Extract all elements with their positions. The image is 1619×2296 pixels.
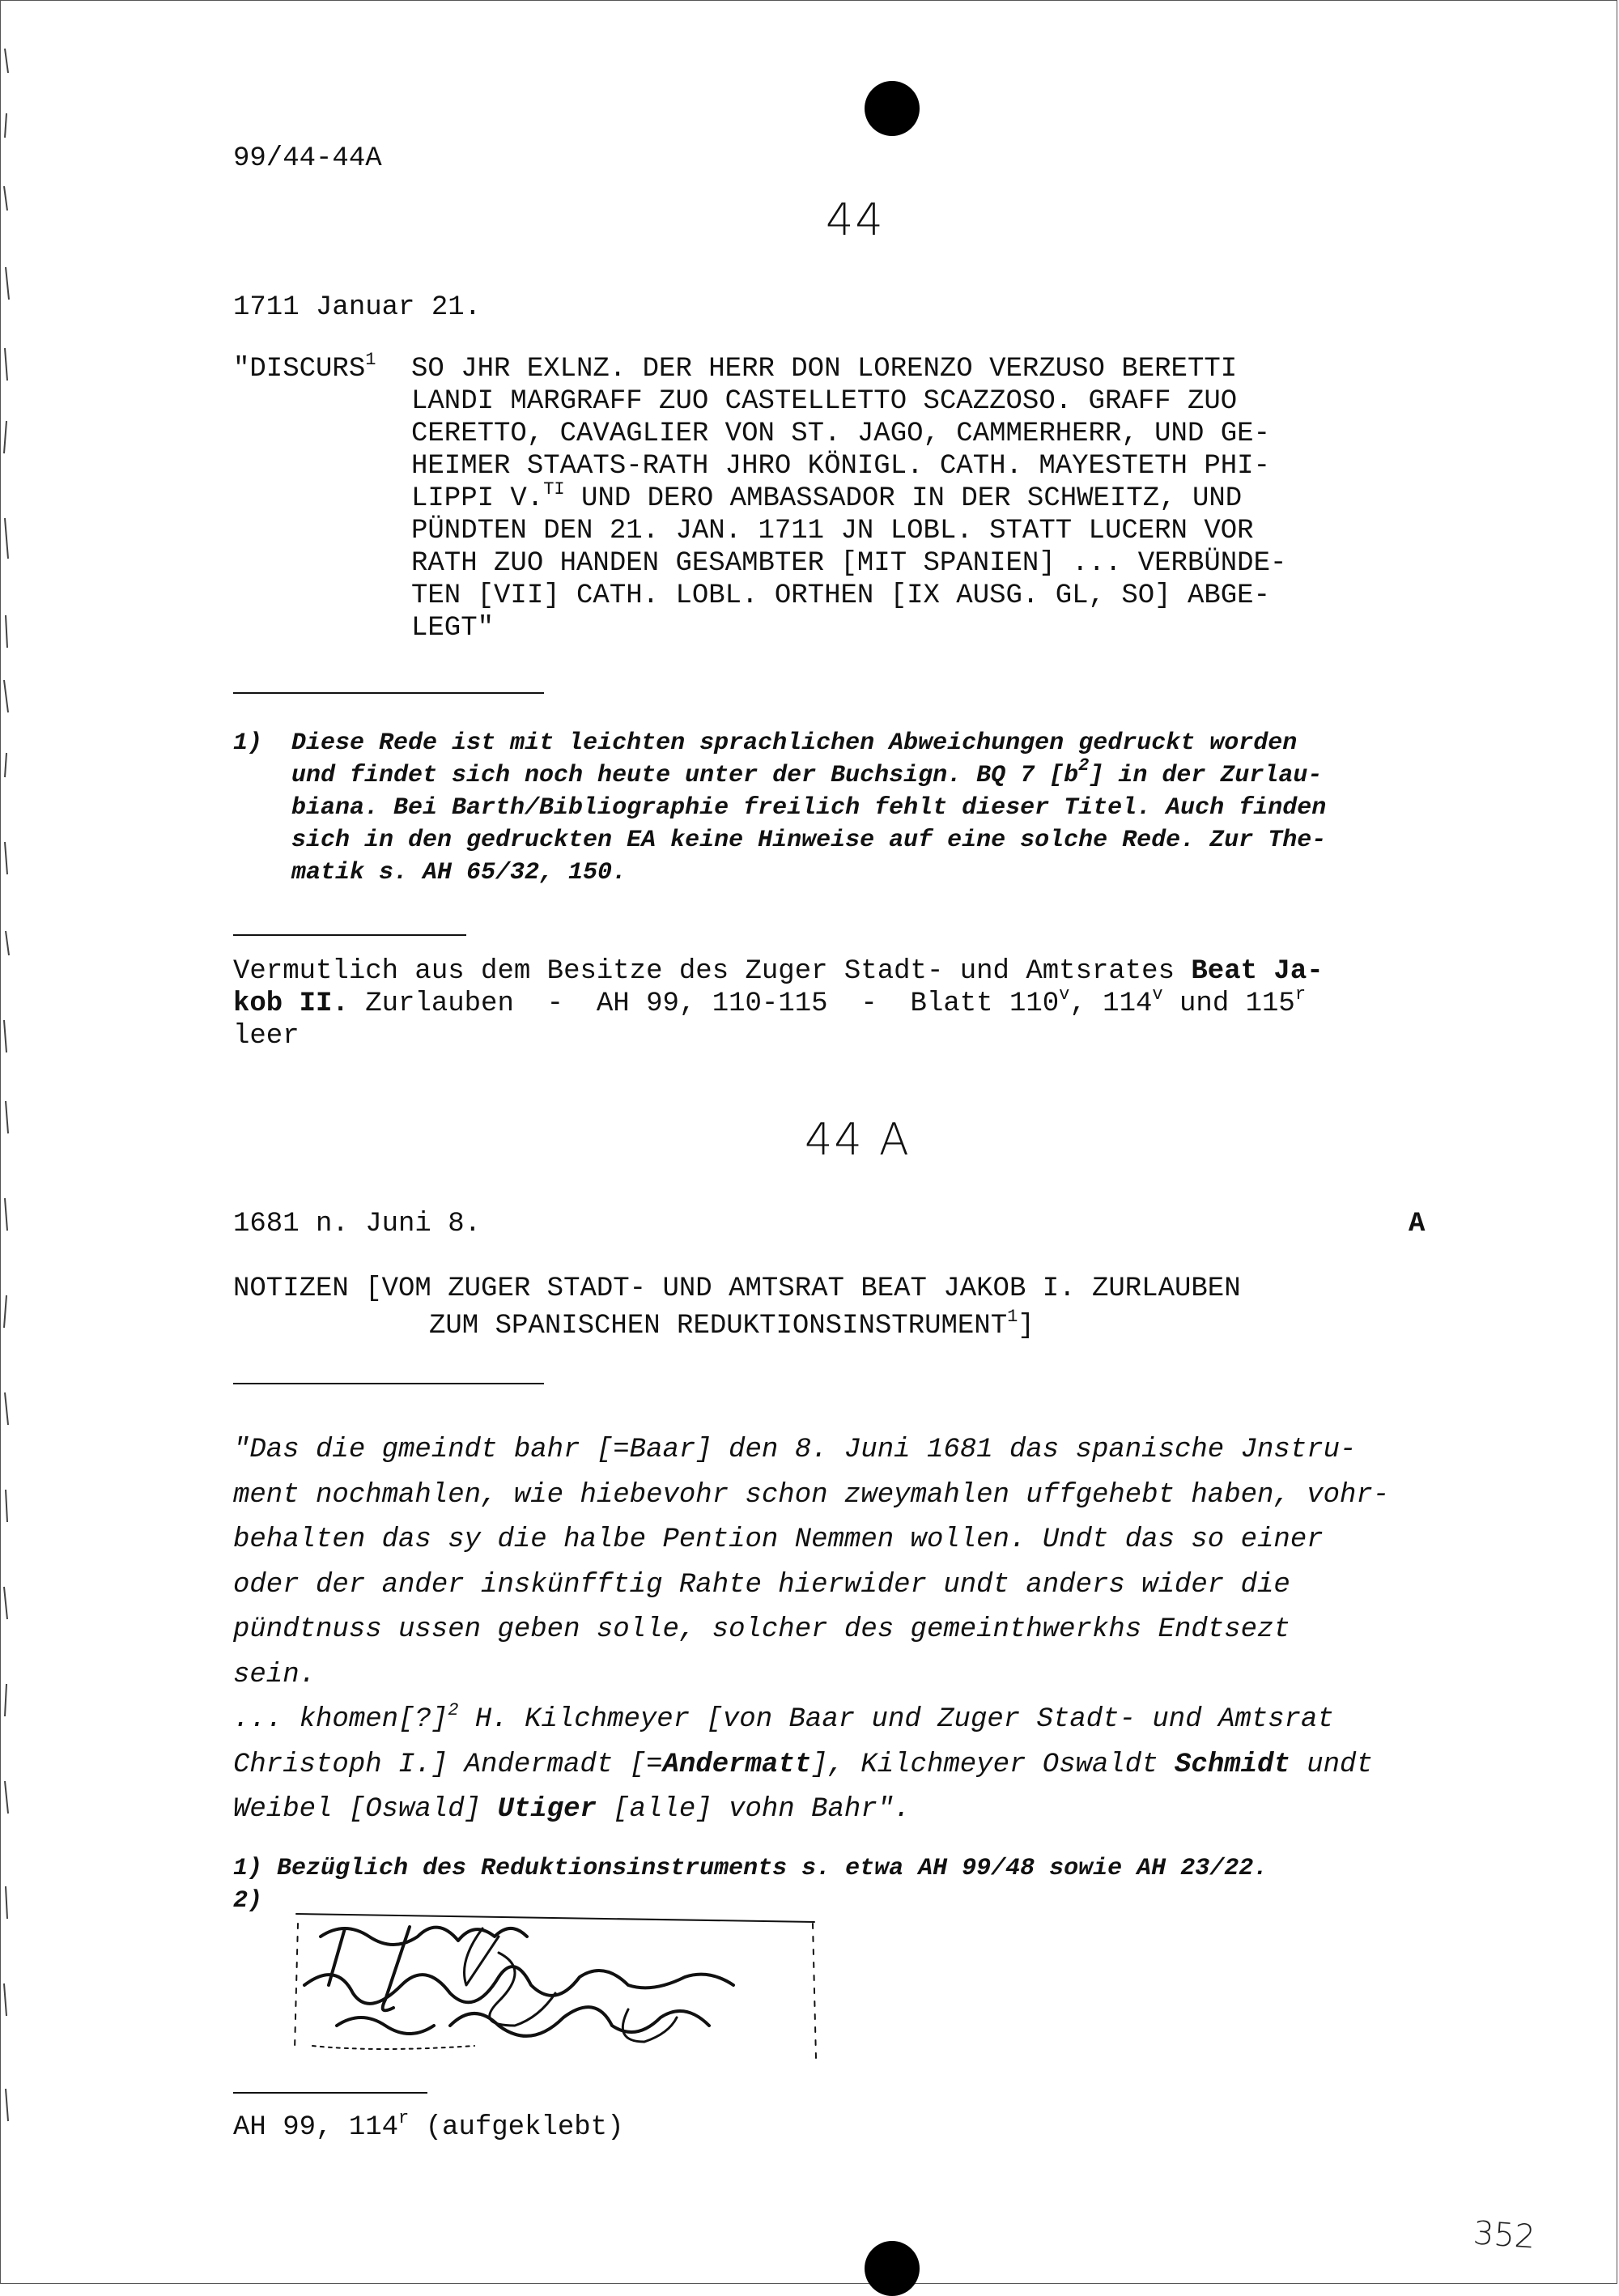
entry-44-title-lead: "DISCURS$^1$: [233, 350, 376, 385]
entry-44-provenance: [233, 955, 1324, 1052]
page-corner-number: 352: [1472, 2214, 1536, 2256]
entry-44a-source: AH 99, 114$^r$ (aufgeklebt): [233, 2108, 624, 2143]
quote-line: Christoph I.] Andermadt [=Andermatt], Kilchmeyer Oswaldt Schmidt undt: [233, 1749, 1373, 1780]
footnote-line: matik s. AH 65/32, 150.: [291, 859, 627, 887]
section-number-44: 44: [826, 194, 885, 245]
entry-44a-footnote-1: 1) Bezüglich des Reduktionsinstruments s. etwa AH 99/48 sowie AH 23/22.: [233, 1855, 1268, 1882]
quote-line: ment nochmahlen, wie hiebevohr schon zweymahlen uffgehebt haben, vohr-: [233, 1479, 1390, 1511]
section-number-44a: 44 A: [805, 1114, 911, 1165]
provenance-line: Vermutlich aus dem Besitze des Zuger Stadt- und Amtsrates Beat Ja-: [233, 956, 1324, 987]
quote-divider: [233, 1383, 544, 1384]
quote-line: "Das die gmeindt bahr [=Baar] den 8. Juni 1681 das spanische Jnstru-: [233, 1435, 1357, 1465]
document-reference: 99/44-44A: [233, 143, 382, 174]
entry-44a-notes-heading-1: NOTIZEN [VOM ZUGER STADT- UND AMTSRAT BEAT JAKOB I. ZURLAUBEN: [233, 1273, 1241, 1304]
entry-44-footnote: [233, 727, 1326, 889]
entry-44-date: 1711 Januar 21.: [233, 292, 482, 323]
title-line: HEIMER STAATS-RATH JHRO KÖNIGL. CATH. MAYESTETH PHI-: [411, 451, 1270, 482]
quote-line: oder der ander inskünfftig Rahte hierwider undt anders wider die: [233, 1569, 1290, 1601]
punch-hole-top: [865, 81, 920, 136]
entry-44a-letter: A: [1409, 1209, 1426, 1239]
quote-line: behalten das sy die halbe Pention Nemmen wollen. Undt das so einer: [233, 1524, 1324, 1555]
quote-line: Weibel [Oswald] Utiger [alle] vohn Bahr".: [233, 1794, 911, 1825]
entry-44a-date: 1681 n. Juni 8.: [233, 1209, 482, 1239]
title-line: CERETTO, CAVAGLIER VON ST. JAGO, CAMMERHERR, UND GE-: [411, 419, 1270, 449]
title-line: LANDI MARGRAFF ZUO CASTELLETTO SCAZZOSO. GRAFF ZUO: [411, 386, 1238, 417]
footnote-line: sich in den gedruckten EA keine Hinweise auf eine solche Rede. Zur The-: [291, 827, 1327, 854]
handwriting-clipping-image: [288, 1904, 822, 2074]
footnote-line: biana. Bei Barth/Bibliographie freilich fehlt dieser Titel. Auch finden: [291, 794, 1327, 822]
quote-line: sein.: [233, 1659, 317, 1690]
title-line: LIPPI V.$^{TI}$ UND DERO AMBASSADOR IN DER SCHWEITZ, UND: [411, 479, 1243, 514]
punch-hole-bottom: [865, 2241, 920, 2296]
scan-edge-marks: [0, 0, 18, 2285]
provenance-divider: [233, 934, 466, 936]
footnote-ref-1: 1: [365, 350, 376, 370]
provenance-line: leer: [233, 1021, 300, 1052]
entry-44a-notes-heading-2: ZUM SPANISCHEN REDUKTIONSINSTRUMENT$^1$]: [429, 1307, 1035, 1341]
provenance-line: kob II. Zurlauben - AH 99, 110-115 - Blatt 110$^v$, 114$^v$ und 115$^r$: [233, 984, 1307, 1019]
quote-line: ... khomen[?]$^2$ H. Kilchmeyer [von Baar und Zuger Stadt- und Amtsrat: [233, 1700, 1334, 1735]
title-line: RATH ZUO HANDEN GESAMBTER [MIT SPANIEN] ... VERBÜNDE-: [411, 548, 1287, 579]
title-line: LEGT": [411, 613, 495, 644]
quote-line: pündtnuss ussen geben solle, solcher des gemeinthwerkhs Endtsezt: [233, 1614, 1290, 1645]
entry-44a-quote: [233, 1428, 1389, 1833]
footnote-line: 1) Diese Rede ist mit leichten sprachlichen Abweichungen gedruckt worden: [233, 729, 1298, 757]
title-line: TEN [VII] CATH. LOBL. ORTHEN [IX AUSG. GL, SO] ABGE-: [411, 580, 1270, 611]
entry-44a-footnote-2-marker: 2): [233, 1887, 263, 1915]
title-line: PÜNDTEN DEN 21. JAN. 1711 JN LOBL. STATT LUCERN VOR: [411, 516, 1254, 546]
entry-44-title-block: [411, 353, 1286, 644]
footnote-line: und findet sich noch heute unter der Buchsign. BQ 7 $[b^2]$ in der Zurlau-: [291, 755, 1323, 789]
title-line: SO JHR EXLNZ. DER HERR DON LORENZO VERZUSO BERETTI: [411, 354, 1238, 385]
footnote-divider-1: [233, 692, 544, 694]
source-divider: [233, 2092, 427, 2094]
